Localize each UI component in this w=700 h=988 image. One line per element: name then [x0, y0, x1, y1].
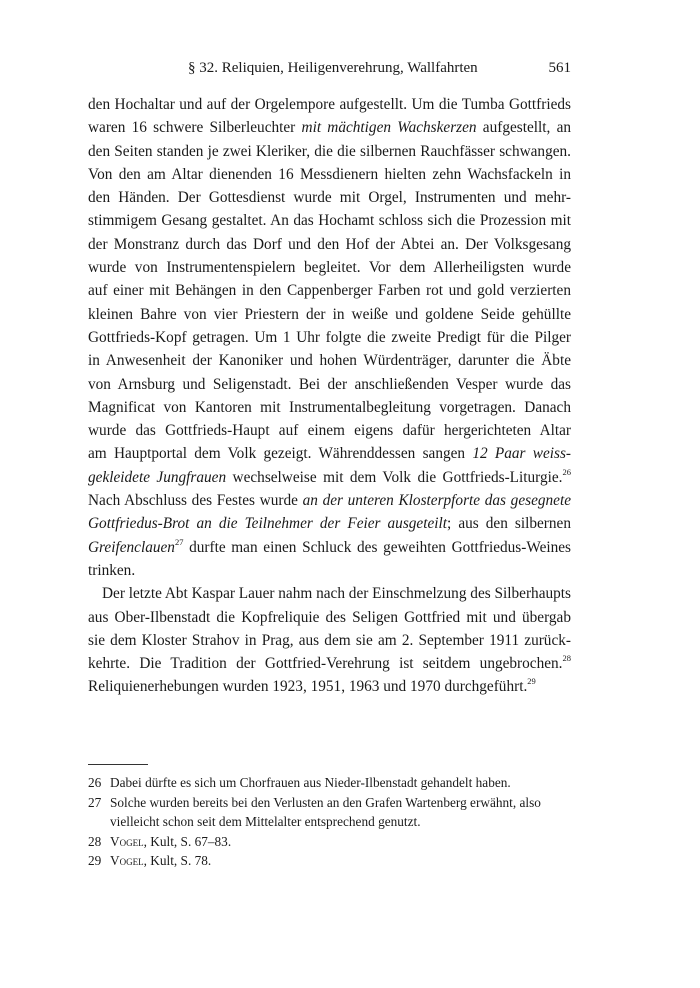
- text-line: [88, 675, 571, 698]
- text-run: , Kult, S. 67–83.: [143, 833, 232, 849]
- footnote: [88, 793, 571, 832]
- text-run: aus Ober-Ilbenstadt die Kopfreliquie des Seligen Gottfried mit und übergab: [88, 608, 571, 626]
- running-header: [88, 60, 571, 82]
- text-run: den Hochaltar und auf der Orgelempore aufgestellt. Um die Tumba Gottfrieds: [88, 96, 571, 113]
- text-line: [88, 186, 571, 209]
- footnote-text: [110, 832, 571, 852]
- text-line: [88, 279, 571, 302]
- section-title: § 32. Reliquien, Heiligenverehrung, Wallfahrten: [188, 60, 478, 76]
- text-line: [88, 419, 571, 442]
- text-run: Gottfrieds-Kopf getragen. Um 1 Uhr folgte die zweite Predigt für die Pilger: [88, 328, 571, 346]
- text-run: trinken.: [88, 561, 136, 579]
- text-run: stimmigem Gesang gestaltet. An das Hochamt schloss sich die Prozession mit: [88, 212, 571, 230]
- text-run: in Anwesenheit der Kanoniker und hohen Würdenträger, darunter die Äbte: [88, 352, 571, 370]
- text-run: der Monstranz durch das Dorf und den Hof der Abtei an. Der Volksgesang: [88, 235, 571, 253]
- footnotes: [88, 773, 571, 871]
- text-line: [88, 582, 571, 605]
- text-run: wurde von Instrumentenspielern begleitet. Vor dem Allerheiligsten wurde: [88, 259, 571, 277]
- text-line: [88, 326, 571, 349]
- text-line: [88, 512, 571, 535]
- text-run: Nach Abschluss des Festes wurde: [88, 492, 303, 510]
- text-line: [88, 536, 571, 559]
- footnote: [88, 851, 571, 871]
- text-run: den Händen. Der Gottesdienst wurde mit Orgel, Instrumenten und mehr-: [88, 189, 571, 207]
- page-number: 561: [548, 60, 571, 76]
- text-run: Der letzte Abt Kaspar Lauer nahm nach der Einschmelzung des Silberhaupts: [102, 585, 571, 603]
- main-text: [88, 93, 571, 699]
- text-line: [88, 466, 571, 489]
- text-line: [88, 209, 571, 232]
- text-run: Magnificat von Kantoren mit Instrumentalbegleitung vorgetragen. Danach: [88, 398, 571, 416]
- text-run: den Seiten standen je zwei Kleriker, die die silbernen Rauchfässer schwangen.: [88, 142, 571, 160]
- footnote: [88, 832, 571, 852]
- footnote-number: 27: [88, 794, 102, 810]
- footnote-text: [110, 793, 571, 832]
- footnote-text: [110, 851, 571, 871]
- text-line: [88, 256, 571, 279]
- footnote-text: [110, 773, 571, 793]
- text-line: [88, 489, 571, 512]
- footnote-reference: 28: [562, 653, 571, 664]
- footnote: [88, 773, 571, 793]
- footnote-reference: 27: [174, 536, 184, 547]
- italic-text: mit mächtigen Wachskerzen: [301, 119, 477, 137]
- text-line: [88, 303, 571, 326]
- footnote-number: 28: [88, 833, 102, 849]
- text-line: [88, 93, 571, 116]
- text-run: am Hauptportal dem Volk gezeigt. Währenddessen sangen: [88, 445, 473, 463]
- text-run: Dabei dürfte es sich um Chorfrauen aus Nieder-Ilbenstadt gehandelt haben.: [110, 775, 511, 790]
- text-line: [88, 629, 571, 652]
- text-run: sie dem Kloster Strahov in Prag, aus dem sie am 2. September 1911 zurück-: [88, 631, 571, 649]
- text-line: [88, 606, 571, 629]
- italic-text: 12 Paar weiss-: [472, 445, 571, 463]
- italic-text: an der unteren Klosterpforte das gesegnete: [302, 492, 571, 510]
- text-run: Von den am Altar dienenden 16 Messdienern hielten zehn Wachsfackeln in: [88, 165, 571, 183]
- text-run: Solche wurden bereits bei den Verlusten an den Grafen Wartenberg erwähnt, also vielleicht schon seit dem Mittelalter entsprechend genutzt.: [110, 794, 541, 829]
- footnote-reference: 26: [562, 466, 572, 477]
- footnote-reference: 29: [527, 676, 536, 687]
- footnote-number: 29: [88, 853, 102, 868]
- text-line: [88, 349, 571, 372]
- italic-text: gekleidete Jungfrauen: [88, 468, 227, 486]
- text-line: [88, 396, 571, 419]
- text-line: [88, 559, 571, 582]
- author-name: Vogel: [110, 833, 144, 849]
- text-run: Reliquienerhebungen wurden 1923, 1951, 1963 und 1970 durchgeführt.: [88, 678, 528, 696]
- text-run: auf einer mit Behängen in den Cappenberger Farben rot und gold verzierten: [88, 282, 571, 300]
- text-line: [88, 140, 571, 163]
- text-line: [88, 652, 571, 675]
- text-line: [88, 442, 571, 465]
- italic-text: Gottfriedus-Brot an die Teilnehmer der Feier ausgeteilt: [88, 515, 448, 533]
- text-run: wurde das Gottfrieds-Haupt auf einem eigens dafür hergerichteten Altar: [88, 422, 571, 440]
- text-run: durfte man einen Schluck des geweihten Gottfriedus-Weines: [183, 538, 571, 556]
- text-run: kleinen Bahre von vier Priestern der in weiße und goldene Seide gehüllte: [88, 305, 571, 323]
- text-run: , Kult, S. 78.: [143, 853, 212, 868]
- text-line: [88, 233, 571, 256]
- text-run: von Arnsburg und Seligenstadt. Bei der anschließenden Vesper wurde das: [88, 375, 571, 393]
- text-run: kehrte. Die Tradition der Gottfried-Verehrung ist seitdem ungebrochen.: [88, 655, 563, 673]
- text-line: [88, 163, 571, 186]
- footnote-number: 26: [88, 775, 102, 790]
- text-line: [88, 116, 571, 139]
- text-line: [88, 373, 571, 396]
- text-run: ; aus den silbernen: [447, 515, 571, 533]
- text-run: aufgestellt, an: [476, 119, 572, 137]
- text-run: wechselweise mit dem Volk die Gottfrieds-Liturgie.: [226, 468, 563, 486]
- author-name: Vogel: [110, 853, 144, 868]
- footnote-divider: [88, 764, 148, 765]
- text-run: waren 16 schwere Silberleuchter: [88, 119, 302, 137]
- italic-text: Greifenclauen: [88, 538, 175, 556]
